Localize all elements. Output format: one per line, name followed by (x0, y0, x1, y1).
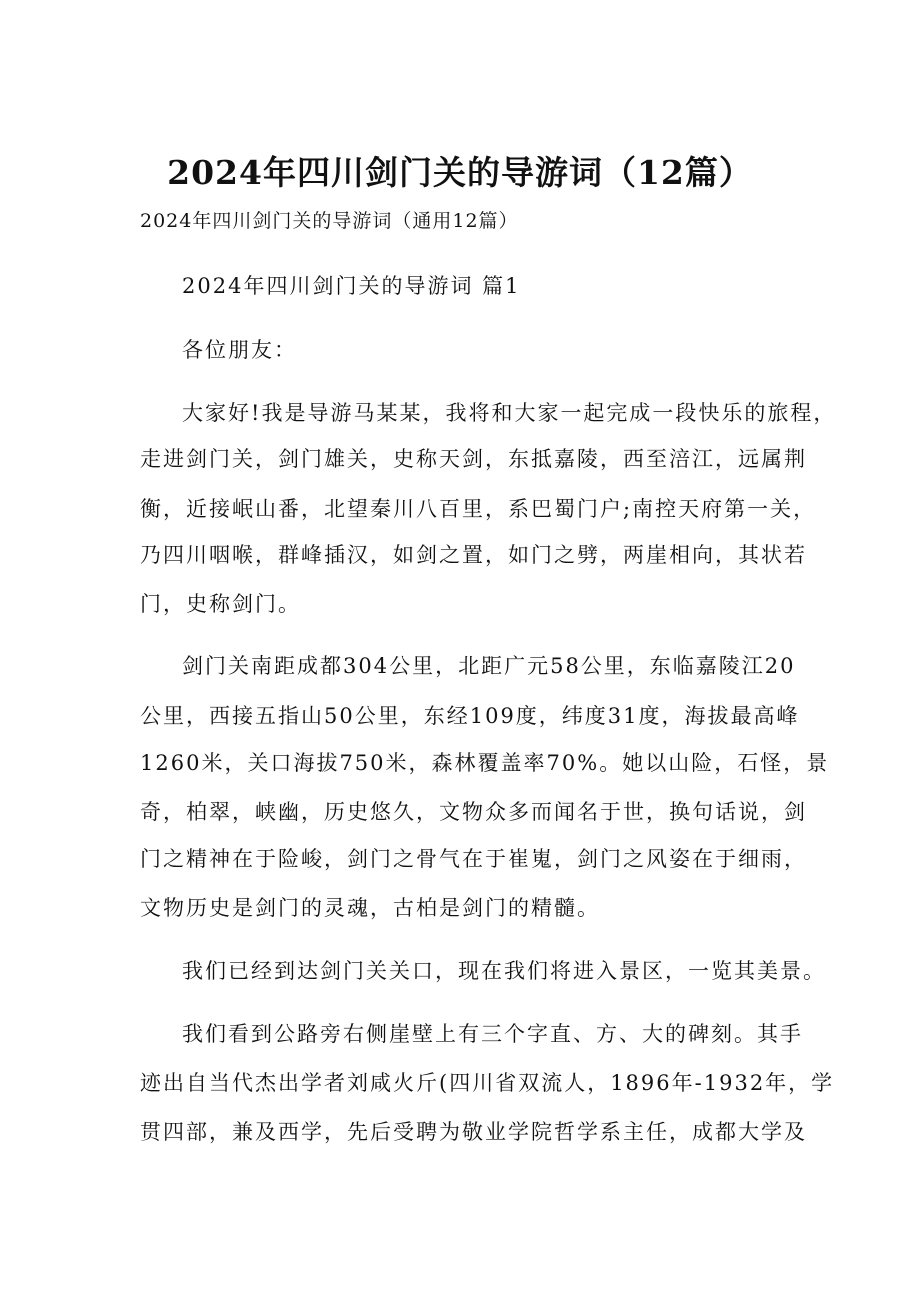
paragraph-line: 我们看到公路旁右侧崖壁上有三个字直、方、大的碑刻。其手 (182, 1022, 803, 1046)
paragraph-line: 门之精神在于险峻，剑门之骨气在于崔嵬，剑门之风姿在于细雨， (140, 847, 807, 871)
paragraph-line: 走进剑门关，剑门雄关，史称天剑，东抵嘉陵，西至涪江，远属荆 (140, 447, 807, 471)
paragraph-line: 衡，近接岷山番，北望秦川八百里，系巴蜀门户;南控天府第一关， (140, 497, 817, 521)
paragraph-line: 我们已经到达剑门关关口，现在我们将进入景区，一览其美景。 (182, 959, 826, 983)
document-title: 2024年四川剑门关的导游词（12篇） (167, 153, 753, 192)
greeting: 各位朋友： (182, 338, 297, 362)
paragraph-line: 奇，柏翠，峡幽，历史悠久，文物众多而闻名于世，换句话说，剑 (140, 800, 807, 824)
paragraph-line: 乃四川咽喉，群峰插汉，如剑之置，如门之劈，两崖相向，其状若 (140, 543, 807, 567)
paragraph-line: 迹出自当代杰出学者刘咸火斤(四川省双流人，1896年-1932年，学 (140, 1071, 835, 1095)
paragraph-line: 门，史称剑门。 (140, 592, 301, 616)
paragraph-line: 大家好!我是导游马某某，我将和大家一起完成一段快乐的旅程， (182, 401, 837, 425)
paragraph-line: 剑门关南距成都304公里，北距广元58公里，东临嘉陵江20 (182, 654, 796, 678)
paragraph-line: 文物历史是剑门的灵魂，古柏是剑门的精髓。 (140, 896, 600, 920)
section-heading: 2024年四川剑门关的导游词 篇1 (182, 274, 521, 298)
paragraph-line: 1260米，关口海拔750米，森林覆盖率70%。她以山险，石怪，景 (140, 751, 830, 775)
paragraph-line: 公里，西接五指山50公里，东经109度，纬度31度，海拔最高峰 (140, 704, 800, 728)
document-subtitle: 2024年四川剑门关的导游词（通用12篇） (140, 210, 519, 232)
paragraph-line: 贯四部，兼及西学，先后受聘为敬业学院哲学系主任，成都大学及 (140, 1120, 807, 1144)
